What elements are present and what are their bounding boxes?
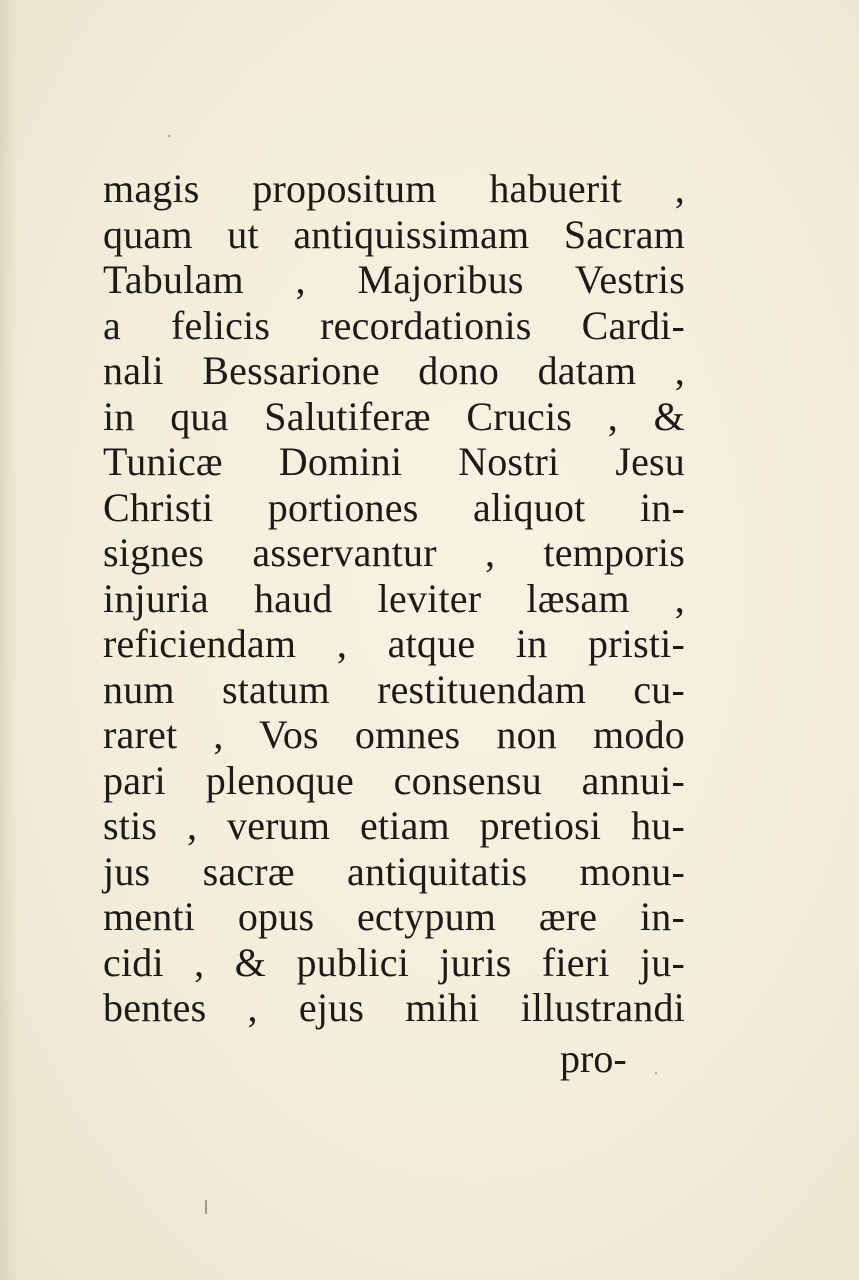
paper-speck bbox=[655, 1072, 657, 1074]
text-line: Tabulam , Majoribus Vestris bbox=[103, 257, 685, 302]
text-line: jus sacræ antiquitatis monu- bbox=[103, 848, 685, 894]
catchword: pro- bbox=[560, 1036, 627, 1081]
text-line: menti opus ectypum ære in- bbox=[103, 894, 685, 939]
text-line: in qua Salutiferæ Crucis , & bbox=[103, 393, 685, 439]
text-line: num statum restituendam cu- bbox=[103, 666, 685, 712]
text-line: signes asservantur , temporis bbox=[103, 530, 685, 575]
text-line: stis , verum etiam pretiosi hu- bbox=[103, 803, 685, 848]
text-line: raret , Vos omnes non modo bbox=[103, 712, 685, 757]
text-line: magis propositum habuerit , bbox=[103, 166, 685, 211]
text-line: injuria haud leviter læsam , bbox=[103, 575, 685, 621]
text-line: nali Bessarione dono datam , bbox=[103, 348, 685, 393]
text-line: Tunicæ Domini Nostri Jesu bbox=[103, 439, 685, 484]
text-line: cidi , & publici juris fieri ju- bbox=[103, 939, 685, 985]
text-line: a felicis recordationis Cardi- bbox=[103, 302, 685, 348]
text-line: Christi portiones aliquot in- bbox=[103, 484, 685, 530]
text-line: reficiendam , atque in pristi- bbox=[103, 621, 685, 666]
paper-speck bbox=[205, 1200, 207, 1214]
text-line: pari plenoque consensu annui- bbox=[103, 757, 685, 803]
paper-speck bbox=[168, 135, 170, 137]
text-line: quam ut antiquissimam Sacram bbox=[103, 211, 685, 257]
text-line: bentes , ejus mihi illustrandi bbox=[103, 985, 685, 1030]
body-text bbox=[103, 166, 685, 1031]
